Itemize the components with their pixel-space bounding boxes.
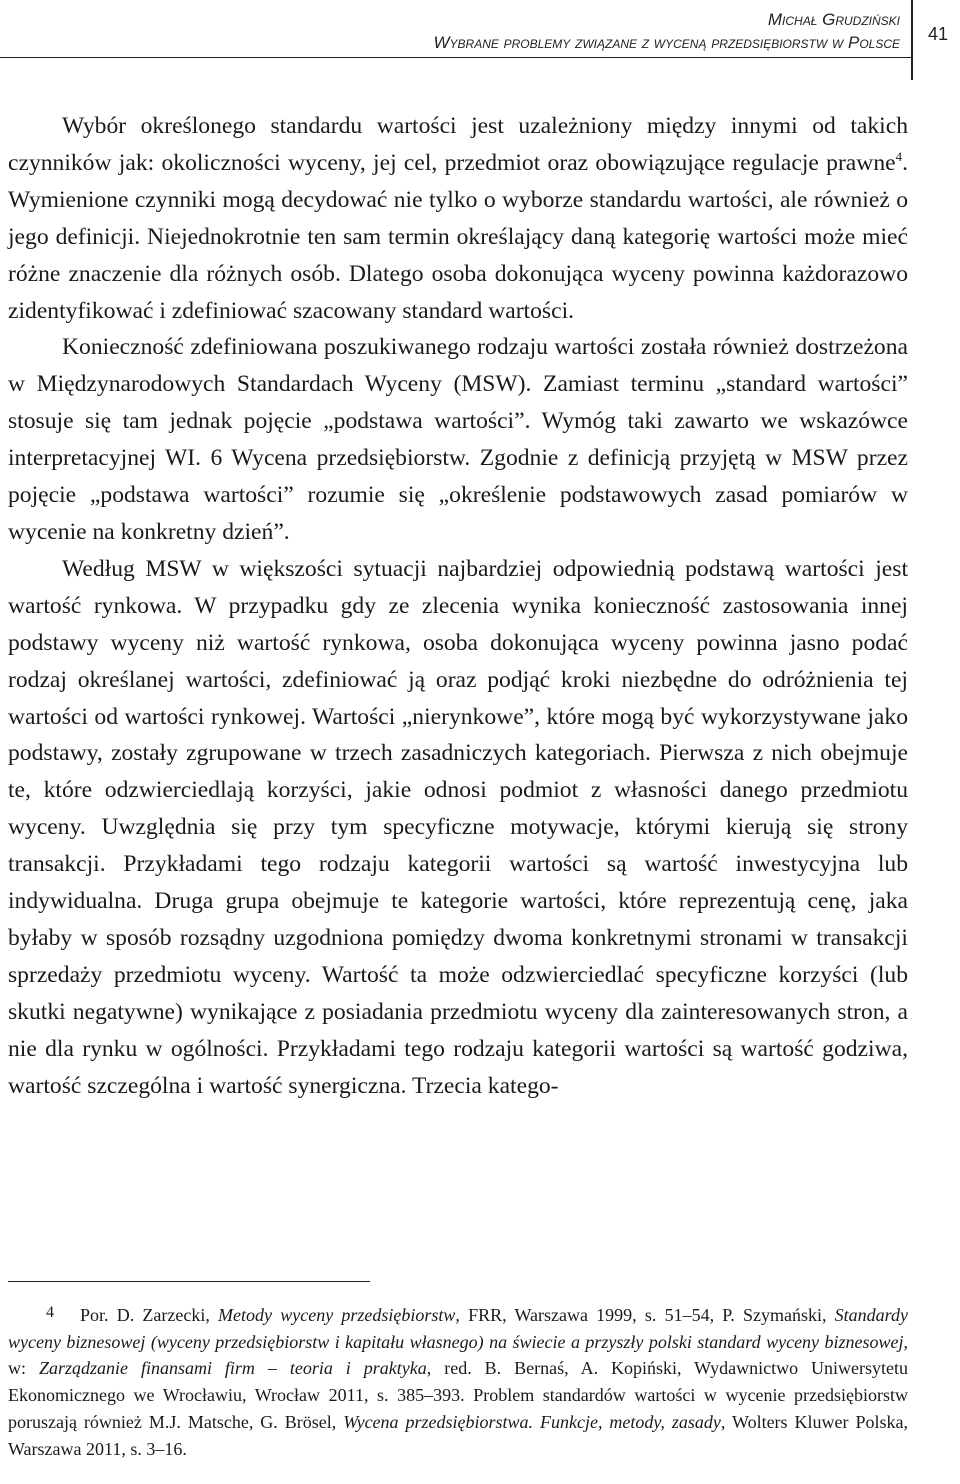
footnote-title-1: Metody wyceny przedsiębiorstw [218, 1305, 456, 1325]
header-author: Michał Grudziński [767, 10, 900, 29]
paragraph-3: Według MSW w większości sytuacji najbardziej odpowiednią podstawą wartości jest wartość rynkowa. W przypadku gdy ze zlecenia wynika konieczność zastosowania innej podstawy wyceny niż wartość rynkowa, osoba dokonująca wyceny powinna jasno podać rodzaj określanej wartości, zdefiniować ją oraz podjąć kroki niezbędne do odróżnienia tej wartości od wartości rynkowej. Wartości „nierynkowe”, które mogą być wykorzystywane jako podstawy, zostały zgrupowane w trzech zasadniczych kategoriach. Pierwsza z nich obejmuje te, które odzwierciedlają korzyści, jakie odnosi podmiot z własności danego przedmiotu wyceny. Uwzględnia się przy tym specyficzne motywacje, którymi kierują się strony transakcji. Przykładami tego rodzaju kategorii wartości są wartość inwestycyjna lub indywidualna. Druga grupa obejmuje te kategorie wartości, które reprezentują cenę, jaka byłaby w sposób rozsądny uzgodniona pomiędzy dwoma konkretnymi stronami w transakcji sprzedaży przedmiotu wyceny. Wartość ta może odzwierciedlać specyficzne korzyści (lub skutki negatywne) wynikające z posiadania przedmiotu wyceny dla zainteresowanych stron, a nie dla rynku w ogólności. Przykładami tego rodzaju kategorii wartości są wartość godziwa, wartość szczególna i wartość synergiczna. Trzecia katego- [8, 555, 908, 1099]
footnote-text-2: , FRR, Warszawa 1999, s. 51–54, P. Szymański, [455, 1305, 835, 1325]
footnote-text-3: , w: [8, 1331, 908, 1379]
footnote-title-2: Standardy wyceny biznesowej (wyceny przedsiębiorstw i kapitału własnego) na świecie a przyszły polski standard wyceny biznesowej [8, 1305, 908, 1352]
footnote-text-5: , Wolters Kluwer Polska, Warszawa 2011, s. 3–16. [8, 1411, 908, 1459]
header-vertical-rule [911, 0, 913, 80]
footnote-number: 4 [46, 1304, 54, 1321]
running-header [434, 8, 901, 54]
footnote-text-1: Por. D. Zarzecki, [80, 1305, 219, 1325]
paragraph-1 [8, 108, 908, 329]
header-horizontal-rule [0, 57, 913, 58]
footnote-separator [8, 1281, 370, 1282]
footnote-ref[interactable]: 4 [895, 149, 903, 165]
footnote [8, 1300, 908, 1462]
page-number: 41 [928, 24, 949, 44]
main-text [8, 108, 908, 1104]
paragraph-2: Konieczność zdefiniowana poszukiwanego rodzaju wartości została również dostrzeżona w Międzynarodowych Standardach Wyceny (MSW). Zamiast terminu „standard wartości” stosuje się tam jednak pojęcie „podstawa wartości”. Wymóg taki zawarto we wskazówce interpretacyjnej WI. 6 Wycena przedsiębiorstw. Zgodnie z definicją przyjętą w MSW przez pojęcie „podstawa wartości” rozumie się „określenie podstawowych zasad pomiarów w wycenie na konkretny dzień”. [8, 334, 908, 545]
footnote-title-3: Zarządzanie finansami firm – teoria i praktyka [38, 1358, 427, 1379]
paragraph-1-text-a: Wybór określonego standardu wartości jest uzależniony między innymi od takich czynników jak: okoliczności wyceny, jej cel, przedmiot oraz obowiązujące regulacje prawne [8, 113, 908, 176]
footnote-text-4: , red. B. Bernaś, A. Kopiński, Wydawnictwo Uniwersytetu Ekonomicznego we Wrocławiu, Wrocław 2011, s. 385–393. Problem standardów wartości w wycenie przedsiębiorstw poruszają również M.J. Matsche, G. Brösel, [8, 1358, 909, 1432]
footnote-title-4: Wycena przedsiębiorstwa. Funkcje, metody, zasady [343, 1411, 721, 1432]
paragraph-1-text-b: . Wymienione czynniki mogą decydować nie tylko o wyborze standardu wartości, ale również o jego definicji. Niejednokrotnie ten sam termin określający daną kategorię wartości może mieć różne znaczenie dla różnych osób. Dlatego osoba dokonująca wyceny powinna każdorazowo zidentyfikować i zdefiniować szacowany standard wartości. [8, 149, 908, 324]
header-title: Wybrane problemy związane z wyceną przedsiębiorstw w Polsce [433, 33, 900, 52]
